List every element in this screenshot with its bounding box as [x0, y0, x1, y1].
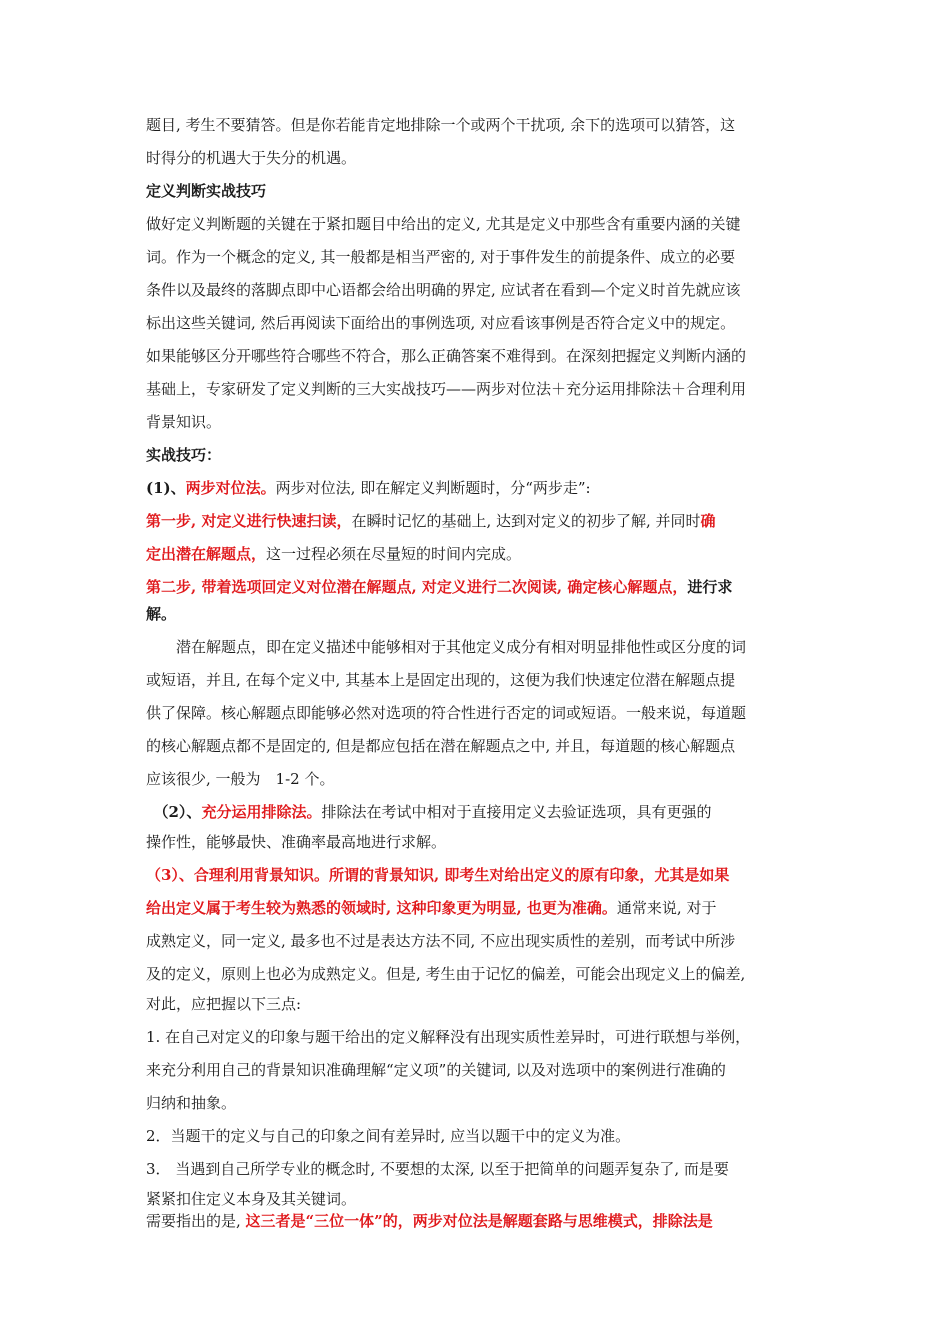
highlight-segment: 充分运用排除法。: [201, 803, 322, 821]
text-segment: 及的定义，原则上也必为成熟定义。但是, 考生由于记忆的偏差，可能会出现定义上的偏差,: [146, 965, 746, 983]
text-line: [146, 637, 746, 657]
text-segment: 在瞬时记忆的基础上, 达到对定义的初步了解, 并同时: [351, 512, 701, 530]
text-line: [146, 511, 716, 531]
text-line: [146, 544, 521, 564]
text-segment: 如果能够区分开哪些符合哪些不符合，那么正确答案不难得到。在深刻把握定义判断内涵的: [146, 347, 747, 365]
text-segment: 词。作为一个概念的定义, 其一般都是相当严密的, 对于事件发生的前提条件、成立的必要: [146, 248, 736, 266]
text-segment: 归纳和抽象。: [146, 1094, 237, 1112]
text-line: [146, 736, 735, 756]
heading-text: 定义判断实战技巧: [146, 182, 267, 200]
text-segment: (1)、: [146, 479, 186, 497]
text-line: [146, 769, 334, 789]
highlight-segment: 确: [700, 512, 716, 530]
text-line: [146, 379, 746, 399]
text-line: [146, 994, 301, 1014]
text-segment: 排除法在考试中相对于直接用定义去验证选项，具有更强的: [321, 803, 712, 821]
text-segment: 背景知识。: [146, 413, 222, 431]
text-segment: 两步对位法, 即在解定义判断题时，分“两步走”:: [275, 479, 591, 497]
text-segment: 来充分利用自己的背景知识准确理解“定义项”的关键词, 以及对选项中的案例进行准确的: [146, 1061, 726, 1079]
text-line: [146, 214, 741, 234]
text-segment: 题目, 考生不要猜答。但是你若能肯定地排除一个或两个干扰项, 余下的选项可以猜答，这: [146, 116, 736, 134]
text-line: [146, 280, 741, 300]
text-line: [146, 478, 591, 498]
text-line: [146, 346, 746, 366]
text-line: [146, 1060, 726, 1080]
text-segment: 成熟定义，同一定义, 最多也不过是表达方法不同, 不应出现实质性的差别，而考试中所涉: [146, 932, 736, 950]
text-segment: 这一过程必须在尽量短的时间内完成。: [266, 545, 522, 563]
text-line: [146, 247, 735, 267]
list-item-1: [146, 1027, 750, 1047]
text-line: [146, 115, 735, 135]
text-segment: （2）、: [146, 803, 202, 821]
heading-text: 实战技巧：: [146, 446, 222, 464]
text-segment: 3． 当遇到自己所学专业的概念时, 不要想的太深, 以至于把简单的问题弄复杂了, 而是要: [146, 1160, 729, 1178]
text-segment: 潜在解题点，即在定义描述中能够相对于其他定义成分有相对明显排他性或区分度的词: [146, 638, 747, 656]
highlight-segment: 给出定义属于考生较为熟悉的领域时, 这种印象更为明显, 也更为准确。: [146, 899, 617, 917]
text-segment: 标出这些关键词, 然后再阅读下面给出的事例选项, 对应看该事例是否符合定义中的规定。: [146, 314, 736, 332]
text-line: [146, 412, 221, 432]
text-segment: 供了保障。核心解题点即能够必然对选项的符合性进行否定的词或短语。一般来说，每道题: [146, 704, 747, 722]
text-line: [146, 703, 746, 723]
list-item-2: [146, 1126, 630, 1146]
text-line: [146, 670, 735, 690]
section-heading: [146, 445, 221, 465]
text-segment: 做好定义判断题的关键在于紧扣题目中给出的定义, 尤其是定义中那些含有重要内涵的关键: [146, 215, 741, 233]
text-line: [146, 898, 716, 918]
text-line: [146, 832, 446, 852]
text-segment: 的核心解题点都不是固定的, 但是都应包括在潜在解题点之中, 并且，每道题的核心解题点: [146, 737, 736, 755]
text-segment: 解。: [146, 605, 177, 623]
highlight-segment: 定出潜在解题点，: [146, 545, 267, 563]
section-heading: [146, 181, 266, 201]
text-segment: 或短语，并且, 在每个定义中, 其基本上是固定出现的，这便为我们快速定位潜在解题点提: [146, 671, 736, 689]
text-line: [146, 313, 735, 333]
text-line: [146, 865, 729, 885]
text-line: [146, 964, 745, 984]
highlight-segment: 第一步, 对定义进行快速扫读，: [146, 512, 352, 530]
text-segment: 需要指出的是,: [146, 1212, 246, 1230]
text-line: [146, 802, 711, 822]
text-line: [146, 604, 176, 624]
text-line: [146, 148, 356, 168]
text-segment: 操作性，能够最快、准确率最高地进行求解。: [146, 833, 447, 851]
highlight-segment: 这三者是“三位一体”的，两步对位法是解题套路与思维模式，排除法是: [245, 1212, 713, 1230]
text-segment: 条件以及最终的落脚点即中心语都会给出明确的界定, 应试者在看到—个定义时首先就应该: [146, 281, 741, 299]
text-segment: 通常来说, 对于: [616, 899, 717, 917]
text-line: [146, 931, 735, 951]
text-segment: 时得分的机遇大于失分的机遇。: [146, 149, 357, 167]
text-segment: 紧紧扣住定义本身及其关键词。: [146, 1190, 357, 1208]
text-line: [146, 1211, 713, 1231]
highlight-segment: （3）、合理利用背景知识。所谓的背景知识, 即考生对给出定义的原有印象，尤其是如果: [146, 866, 730, 884]
text-line: [146, 1189, 356, 1209]
text-segment: 对此，应把握以下三点:: [146, 995, 302, 1013]
text-line: [146, 577, 732, 597]
text-segment: 2．当题干的定义与自己的印象之间有差异时, 应当以题干中的定义为准。: [146, 1127, 631, 1145]
highlight-segment: 两步对位法。: [185, 479, 276, 497]
text-segment: 1. 在自己对定义的印象与题干给出的定义解释没有出现实质性差异时，可进行联想与举例，: [146, 1028, 751, 1046]
text-segment: 进行求: [687, 578, 733, 596]
text-segment: 基础上，专家研发了定义判断的三大实战技巧——两步对位法＋充分运用排除法＋合理利用: [146, 380, 747, 398]
text-line: [146, 1093, 236, 1113]
list-item-3: [146, 1159, 729, 1179]
highlight-segment: 第二步, 带着选项回定义对位潜在解题点, 对定义进行二次阅读, 确定核心解题点，: [146, 578, 688, 596]
text-segment: 应该很少, 一般为 1-2 个。: [146, 770, 335, 788]
